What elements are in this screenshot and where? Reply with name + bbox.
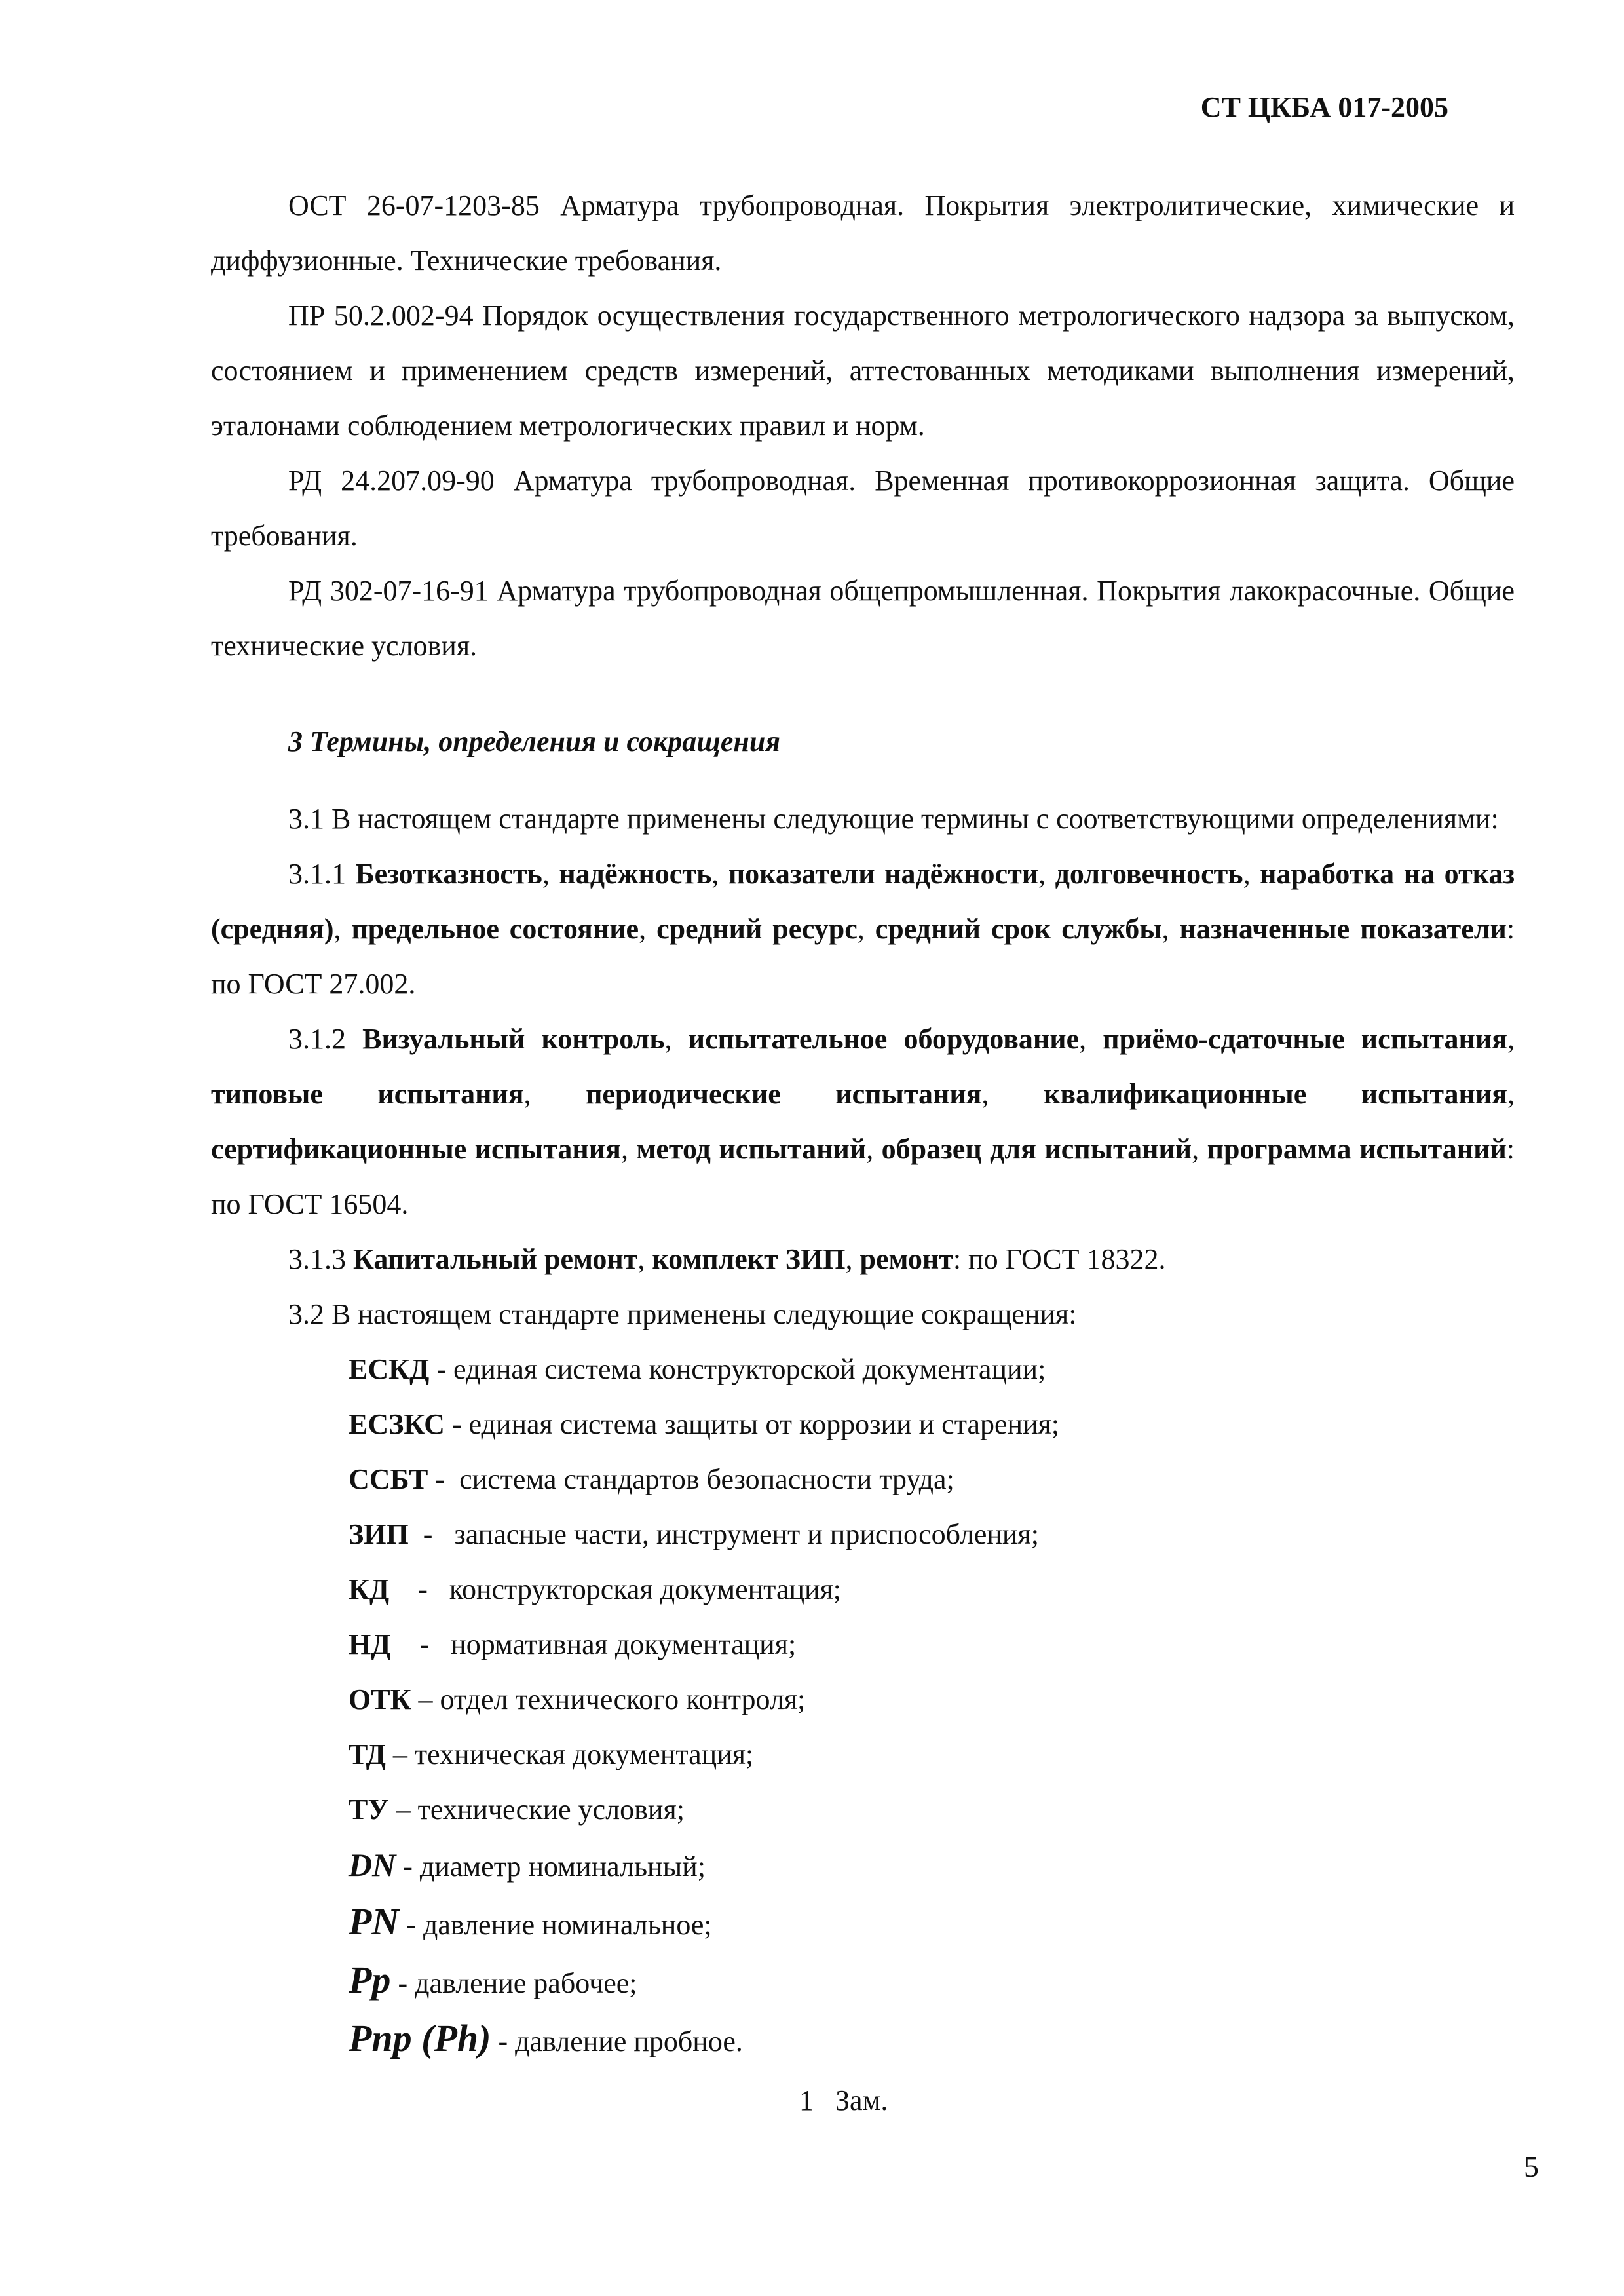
- abbreviation-term: КД: [349, 1573, 390, 1605]
- abbreviation-item: [349, 1727, 1515, 1782]
- page-content: [211, 178, 1515, 2069]
- abbreviation-item: [349, 1562, 1515, 1617]
- abbreviation-term: ЗИП: [349, 1518, 409, 1550]
- term: квалификационные испытания: [1043, 1078, 1508, 1110]
- term: приёмо-сдаточные испытания: [1103, 1023, 1508, 1055]
- term: программа испытаний: [1207, 1133, 1507, 1165]
- abbreviation-definition: - конструкторская документация;: [389, 1573, 842, 1605]
- section-title: 3 Термины, определения и сокращения: [288, 725, 780, 757]
- term: наработка на отказ (средняя): [211, 858, 1515, 945]
- separator: ,: [523, 1078, 586, 1110]
- change-note: 1 Зам.: [799, 2084, 888, 2116]
- abbreviation-list: [211, 1342, 1515, 2069]
- separator: ,: [866, 1133, 882, 1165]
- separator: ,: [1507, 1023, 1515, 1055]
- term: испытательное оборудование: [688, 1023, 1080, 1055]
- clause-3-1-2: [211, 1012, 1515, 1232]
- separator: ,: [845, 1243, 860, 1275]
- separator: ,: [1192, 1133, 1207, 1165]
- abbreviation-term: НД: [349, 1628, 391, 1660]
- abbreviation-definition: – технические условия;: [388, 1793, 685, 1826]
- abbreviation-item: [349, 1672, 1515, 1727]
- abbreviation-definition: - единая система защиты от коррозии и старения;: [444, 1408, 1060, 1440]
- term: Капитальный ремонт: [353, 1243, 638, 1275]
- abbreviation-item: [349, 1342, 1515, 1397]
- term: Безотказность: [355, 858, 542, 890]
- standard-reference: : по ГОСТ 16504.: [211, 1133, 1515, 1220]
- separator: ,: [333, 913, 352, 945]
- term: средний срок службы: [875, 913, 1162, 945]
- separator: ,: [664, 1023, 689, 1055]
- separator: ,: [1243, 858, 1260, 890]
- term: средний ресурс: [656, 913, 858, 945]
- abbreviation-definition: - давление рабочее;: [390, 1967, 637, 1999]
- reference-pr: ПР 50.2.002-94 Порядок осуществления государственного метрологического надзора за выпуском, состоянием и применением средств измерений, аттестованных методиками выполнения измерений, эталонами соблюдением метрологических правил и норм.: [211, 299, 1515, 442]
- abbreviation-term: Pp: [349, 1959, 391, 2001]
- clause-3-2: 3.2 В настоящем стандарте применены следующие сокращения:: [288, 1298, 1077, 1330]
- standard-reference: : по ГОСТ 18322.: [953, 1243, 1166, 1275]
- clause-3-1-1: [211, 847, 1515, 1012]
- abbreviation-term: ТУ: [349, 1793, 389, 1826]
- separator: ,: [981, 1078, 1044, 1110]
- abbreviation-term: ССБТ: [349, 1463, 428, 1495]
- separator: ,: [542, 858, 559, 890]
- separator: ,: [637, 1243, 652, 1275]
- term: назначенные показатели: [1179, 913, 1507, 945]
- abbreviation-term: PN: [349, 1900, 400, 1943]
- reference-ost: ОСТ 26-07-1203-85 Арматура трубопроводная. Покрытия электролитические, химические и диффузионные. Технические требования.: [211, 189, 1515, 277]
- abbreviation-definition: – техническая документация;: [385, 1738, 754, 1770]
- abbreviation-item: [349, 1452, 1515, 1507]
- separator: ,: [1507, 1078, 1515, 1110]
- term: Визуальный контроль: [362, 1023, 665, 1055]
- separator: ,: [1161, 913, 1180, 945]
- abbreviation-item: [349, 1507, 1515, 1562]
- abbreviation-item: [349, 1617, 1515, 1672]
- term: типовые испытания: [211, 1078, 524, 1110]
- abbreviation-definition: – отдел технического контроля;: [411, 1683, 806, 1715]
- separator: ,: [1038, 858, 1055, 890]
- term: надёжность: [559, 858, 712, 890]
- abbreviation-item: [349, 1782, 1515, 1837]
- abbreviation-definition: - система стандартов безопасности труда;: [428, 1463, 954, 1495]
- separator: ,: [711, 858, 728, 890]
- clause-number: 3.1.1: [288, 858, 356, 890]
- clause-number: 3.1.2: [288, 1023, 363, 1055]
- term: периодические испытания: [586, 1078, 982, 1110]
- abbreviation-term: ЕСКД: [349, 1353, 430, 1385]
- clause-3-1-3: [211, 1232, 1515, 1287]
- reference-rd-24: РД 24.207.09-90 Арматура трубопроводная. Временная противокоррозионная защита. Общие требования.: [211, 465, 1515, 552]
- clause-number: 3.1.3: [288, 1243, 353, 1275]
- abbreviation-term: DN: [349, 1846, 396, 1883]
- separator: ,: [639, 913, 657, 945]
- abbreviation-item: [349, 1894, 1515, 1953]
- abbreviation-term: ТД: [349, 1738, 386, 1770]
- separator: ,: [1079, 1023, 1103, 1055]
- page-number: 5: [1524, 2150, 1539, 2183]
- abbreviation-definition: - давление пробное.: [491, 2025, 743, 2057]
- abbreviation-definition: - единая система конструкторской документации;: [429, 1353, 1046, 1385]
- abbreviation-item: [349, 1397, 1515, 1452]
- standard-reference: : по ГОСТ 27.002.: [211, 913, 1515, 1000]
- term: ремонт: [859, 1243, 953, 1275]
- abbreviation-term: Pnp (Ph): [349, 2017, 491, 2059]
- abbreviation-item: [349, 1953, 1515, 2011]
- abbreviation-item: [349, 1837, 1515, 1894]
- separator: ,: [620, 1133, 637, 1165]
- term: долговечность: [1055, 858, 1243, 890]
- abbreviation-item: [349, 2011, 1515, 2069]
- abbreviation-definition: - запасные части, инструмент и приспособления;: [408, 1518, 1039, 1550]
- abbreviation-term: ОТК: [349, 1683, 411, 1715]
- abbreviation-term: ЕСЗКС: [349, 1408, 445, 1440]
- abbreviation-definition: - нормативная документация;: [390, 1628, 797, 1660]
- term: сертификационные испытания: [211, 1133, 621, 1165]
- separator: ,: [857, 913, 875, 945]
- document-code: СТ ЦКБА 017-2005: [1200, 91, 1448, 123]
- abbreviation-definition: - диаметр номинальный;: [396, 1850, 706, 1883]
- term: показатели надёжности: [728, 858, 1039, 890]
- term: образец для испытаний: [881, 1133, 1192, 1165]
- clause-3-1: 3.1 В настоящем стандарте применены следующие термины с соответствующими определениями:: [288, 803, 1499, 835]
- term: предельное состояние: [351, 913, 639, 945]
- abbreviation-definition: - давление номинальное;: [399, 1909, 712, 1941]
- term: метод испытаний: [636, 1133, 867, 1165]
- term: комплект ЗИП: [652, 1243, 846, 1275]
- reference-rd-302: РД 302-07-16-91 Арматура трубопроводная общепромышленная. Покрытия лакокрасочные. Общие технические условия.: [211, 575, 1515, 662]
